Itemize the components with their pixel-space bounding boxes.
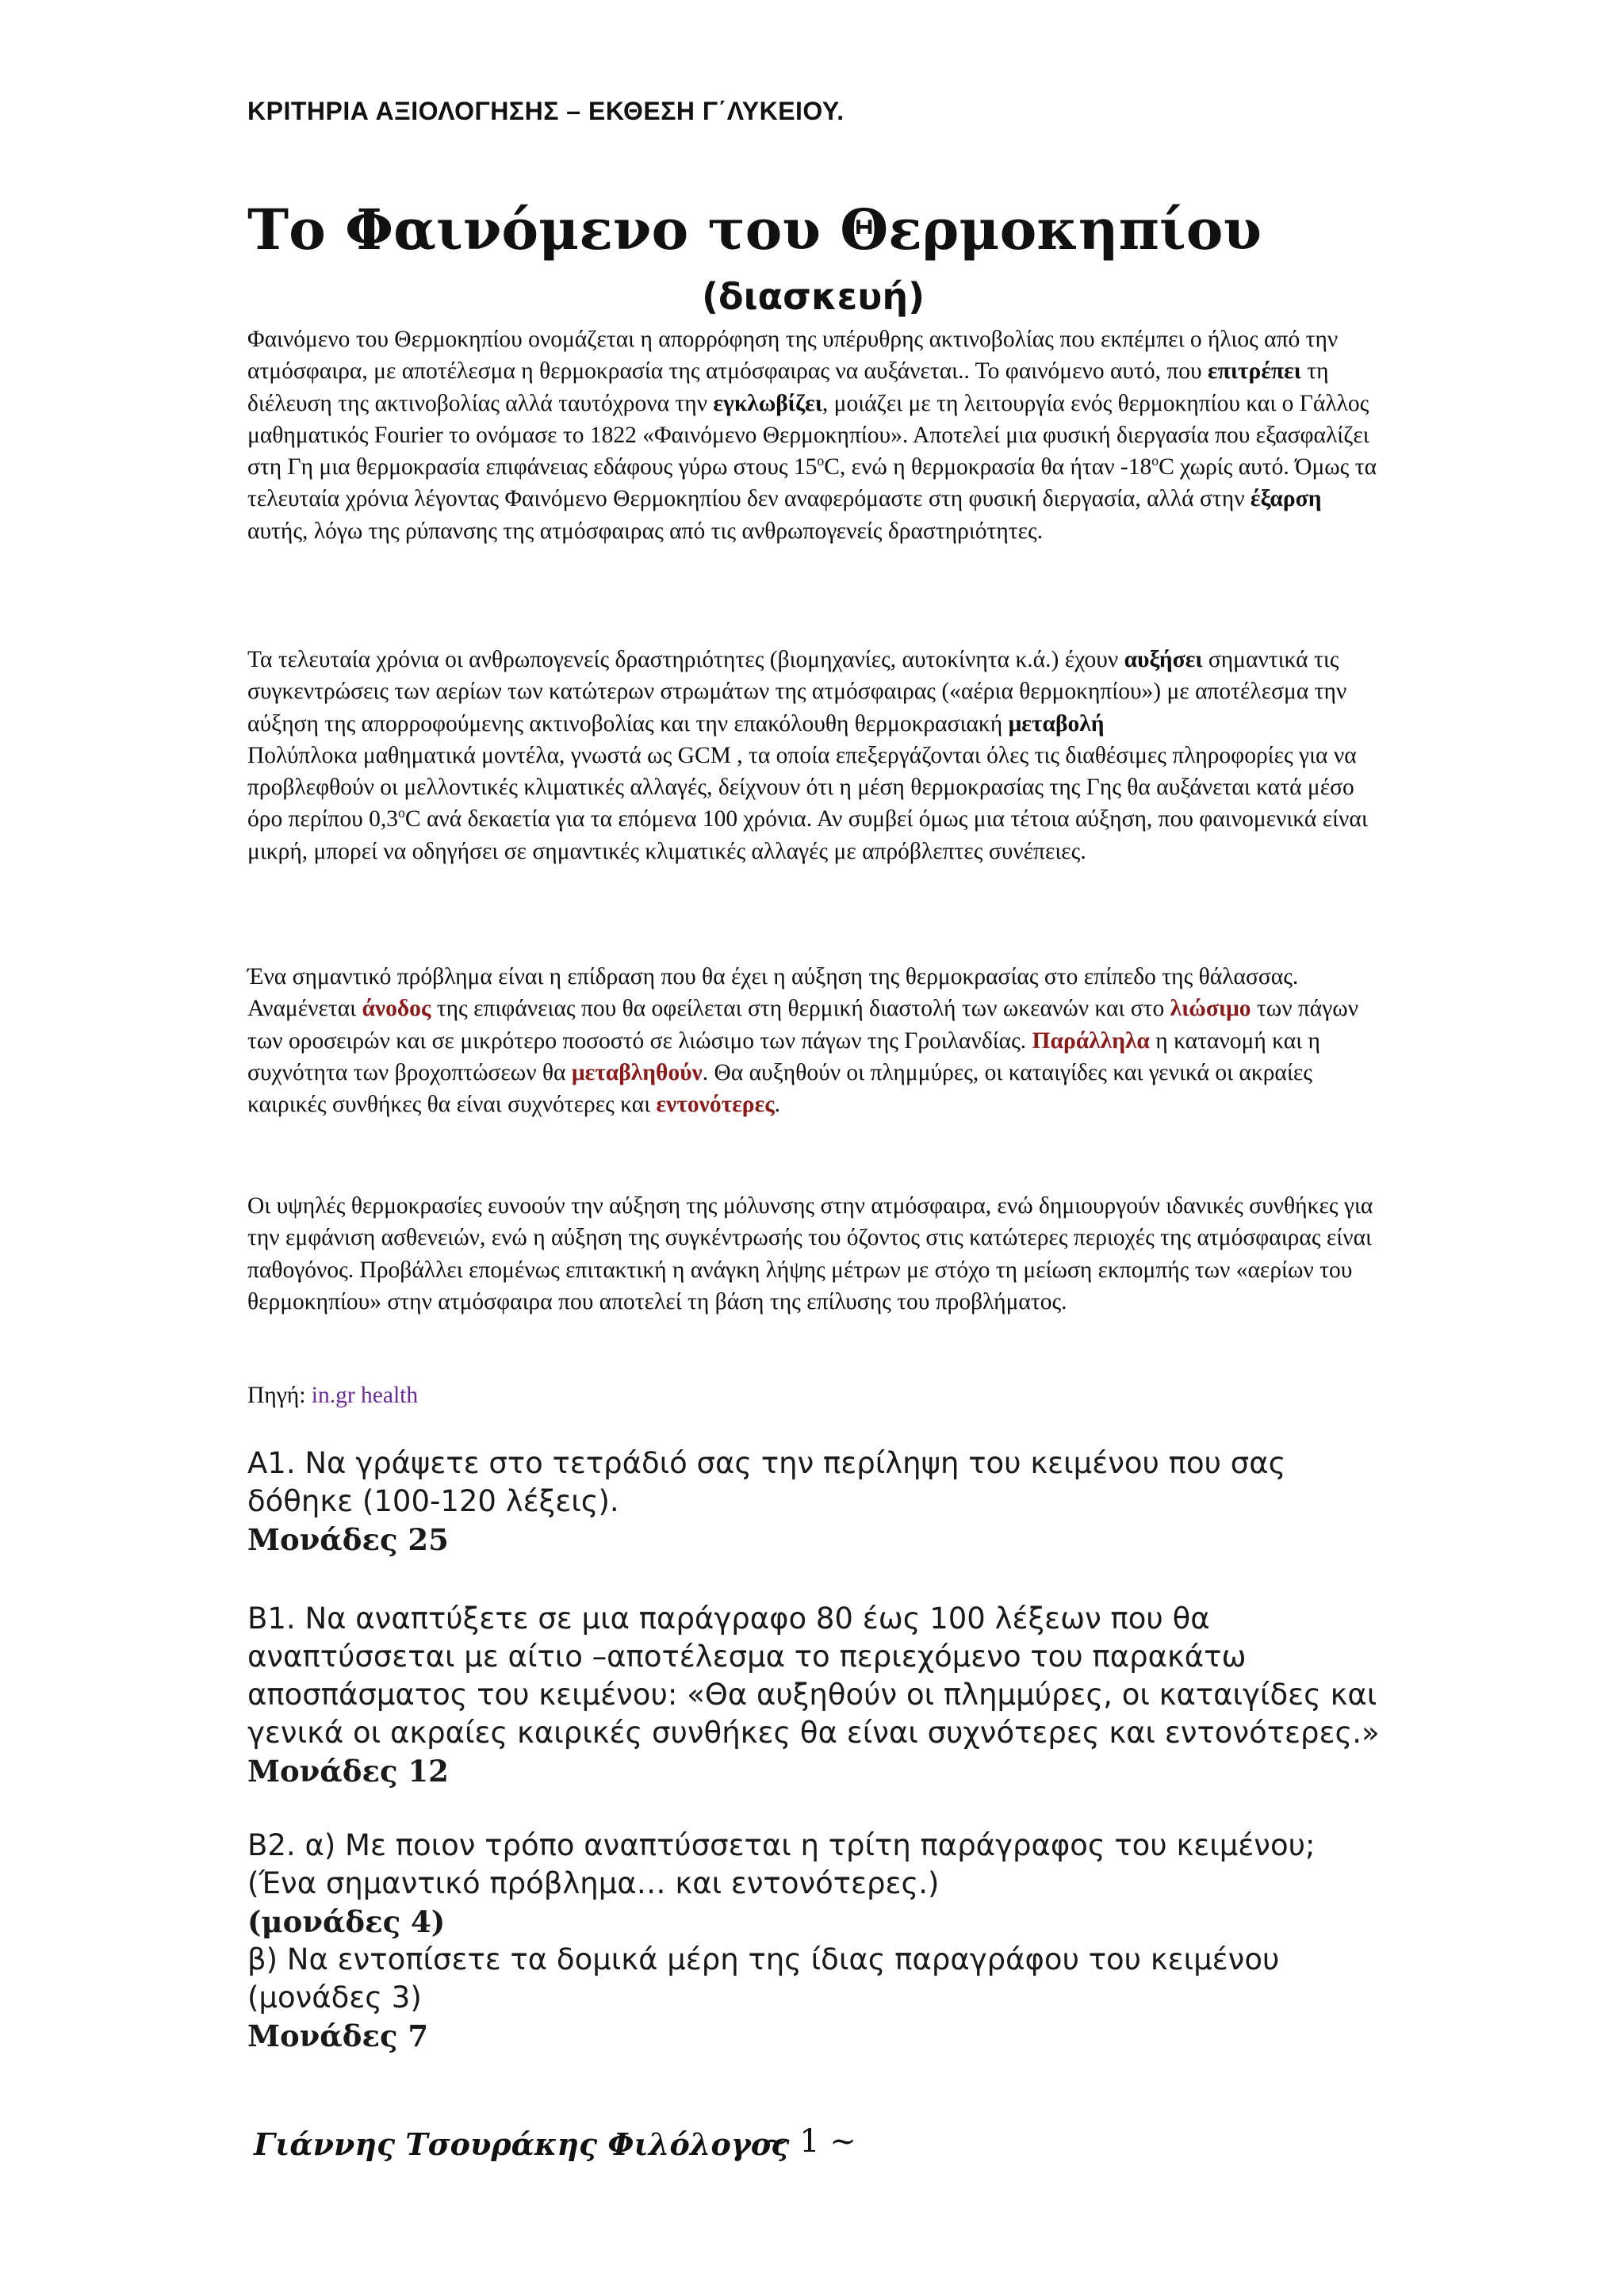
text: Τα τελευταία χρόνια οι ανθρωπογενείς δραστηριότητες (βιομηχανίες, αυτοκίνητα κ.ά.) έχουν	[247, 647, 1124, 672]
red-term: μεταβληθούν	[571, 1059, 703, 1085]
text: C χωρίς αυτό. Όμως τα τελευταία χρόνια λέγοντας Φαινόμενο Θερμοκηπίου δεν αναφερόμαστε στη φυσική διεργασία, αλλά στην	[247, 454, 1377, 512]
source-line	[247, 1380, 1381, 1411]
text: Πολύπλοκα μαθηματικά μοντέλα, γνωστά ως GCM , τα οποία επεξεργάζονται όλες τις διαθέσιμες πληροφορίες για να προβλεφθούν οι μελλοντικές κλιματικές αλλαγές, δείχνουν ότι η μέση θερμοκρασίας της Γης θα αυξάνεται κατά μέσο όρο περίπου 0,3	[247, 742, 1357, 832]
document-subtitle: (διασκευή)	[702, 275, 925, 318]
text: . Θα αυξηθούν οι πλημμύρες, οι καταιγίδες και γενικά οι ακραίες καιρικές συνθήκες θα είναι συχνότερες και	[247, 1059, 1312, 1118]
bold-term: επιτρέπει	[1208, 358, 1301, 385]
degree-sup: ο	[1151, 453, 1159, 469]
question-marks: (μονάδες 4)	[247, 1904, 446, 1939]
red-term: εντονότερες	[656, 1092, 775, 1118]
text: C ανά δεκαετία για τα επόμενα 100 χρόνια. Αν συμβεί όμως μια τέτοια αύξηση, που φαινομενικά είναι μικρή, μπορεί να οδηγήσει σε σημαντικές κλιματικές αλλαγές με απρόβλεπτες συνέπειες.	[247, 806, 1368, 864]
degree-sup: ο	[817, 453, 825, 469]
degree-sup: ο	[398, 805, 405, 821]
red-term: άνοδος	[362, 996, 431, 1022]
question-marks: Μονάδες 25	[247, 1522, 449, 1557]
question-text: β) Να εντοπίσετε τα δομικά μέρη της ίδιας παραγράφου του κειμένου (μονάδες 3)	[247, 1942, 1280, 2015]
text: C, ενώ η θερμοκρασία θα ήταν -18	[824, 454, 1152, 480]
source-label: Πηγή:	[247, 1383, 312, 1408]
text: Ένα σημαντικό πρόβλημα είναι η επίδραση που θα έχει η αύξηση της θερμοκρασίας στο επίπεδο της θάλασσας. Αναμένεται	[247, 964, 1299, 1022]
question-text: Β1. Να αναπτύξετε σε μια παράγραφο 80 έως 100 λέξεων που θα αναπτύσσεται με αίτιο –αποτέλεσμα το περιεχόμενο του παρακάτω αποσπάσματος του κειμένου: «Θα αυξηθούν οι πλημμύρες, οι καταιγίδες και γενικά οι ακραίες καιρικές συνθήκες θα είναι συχνότερες και εντονότερες.»	[247, 1601, 1380, 1750]
red-term: λιώσιμο	[1170, 996, 1251, 1022]
footer-author: Γιάννης Τσουράκης Φιλόλογος	[254, 2126, 790, 2162]
document-title: Το Φαινόμενο του Θερμοκηπίου	[247, 197, 1262, 262]
question-text: Β2. α) Με ποιον τρόπο αναπτύσσεται η τρίτη παράγραφος του κειμένου; (Ένα σημαντικό πρόβλημα… και εντονότερες.)	[247, 1828, 1316, 1900]
text: σημαντικά τις συγκεντρώσεις των αερίων των κατώτερων στρωμάτων της ατμόσφαιρας («αέρια θερμοκηπίου») με αποτέλεσμα την αύξηση της απορροφούμενης ακτινοβολίας και την επακόλουθη θερμοκρασιακή	[247, 647, 1347, 737]
bold-term: έξαρση	[1250, 486, 1322, 512]
text: των πάγων των οροσειρών και σε μικρότερο ποσοστό σε λιώσιμο των πάγων της Γροιλανδίας.	[247, 996, 1359, 1054]
question-marks: Μονάδες 12	[247, 1754, 449, 1789]
text: , μοιάζει με τη λειτουργία ενός θερμοκηπίου και ο Γάλλος μαθηματικός Fourier το ονόμασε το 1822 «Φαινόμενο Θερμοκηπίου». Αποτελεί μια φυσική διεργασία που εξασφαλίζει στη Γη μια θερμοκρασία επιφάνειας εδάφους γύρω στους 15	[247, 390, 1369, 480]
question-marks: Μονάδες 7	[247, 2019, 429, 2053]
bold-term: εγκλωβίζει	[713, 390, 822, 416]
bold-term: αυξήσει	[1124, 647, 1203, 672]
paragraph-1	[247, 323, 1381, 547]
page-header: ΚΡΙΤΗΡΙΑ ΑΞΙΟΛΟΓΗΣΗΣ – ΕΚΘΕΣΗ Γ΄ΛΥΚΕΙΟΥ.	[247, 97, 845, 125]
question-text: Α1. Να γράψετε στο τετράδιό σας την περίληψη του κειμένου που σας δόθηκε (100-120 λέξεις).	[247, 1446, 1286, 1518]
paragraph-3	[247, 961, 1381, 1120]
source-link[interactable]: in.gr health	[311, 1383, 419, 1408]
text: της επιφάνειας που θα οφείλεται στη θερμική διαστολή των ωκεανών και στο	[431, 996, 1170, 1022]
red-term: Παράλληλα	[1032, 1027, 1150, 1054]
bold-term: μεταβολή	[1008, 710, 1105, 737]
paragraph-2	[247, 644, 1381, 867]
question-b2	[247, 1827, 1381, 2055]
text: αυτής, λόγω της ρύπανσης της ατμόσφαιρας από τις ανθρωπογενείς δραστηριότητες.	[247, 518, 1044, 544]
paragraph-4: Οι υψηλές θερμοκρασίες ευνοούν την αύξηση της μόλυνσης στην ατμόσφαιρα, ενώ δημιουργούν ιδανικές συνθήκες για την εμφάνιση ασθενειών, ενώ η αύξηση της συγκέντρωσής του όζοντος στις κατώτερες περιοχές της ατμόσφαιρας είναι παθογόνος. Προβάλλει επομένως επιτακτική η ανάγκη λήψης μέτρων με στόχο τη μείωση εκπομπής των «αερίων του θερμοκηπίου» στην ατμόσφαιρα που αποτελεί τη βάση της επίλυσης του προβλήματος.	[247, 1193, 1373, 1314]
question-b1	[247, 1600, 1381, 1790]
text: τη διέλευση της ακτινοβολίας αλλά ταυτόχρονα την	[247, 358, 1329, 416]
page-number: ~ 1 ~	[763, 2123, 856, 2160]
text: .	[774, 1092, 781, 1118]
text: η κατανομή και η συχνότητα των βροχοπτώσεων θα	[247, 1027, 1320, 1085]
question-a1	[247, 1445, 1381, 1559]
text: Φαινόμενο του Θερμοκηπίου ονομάζεται η απορρόφηση της υπέρυθρης ακτινοβολίας που εκπέμπει ο ήλιος από την ατμόσφαιρα, με αποτέλεσμα η θερμοκρασία της ατμόσφαιρας να αυξάνεται.. Το φαινόμενο αυτό, που	[247, 327, 1339, 385]
